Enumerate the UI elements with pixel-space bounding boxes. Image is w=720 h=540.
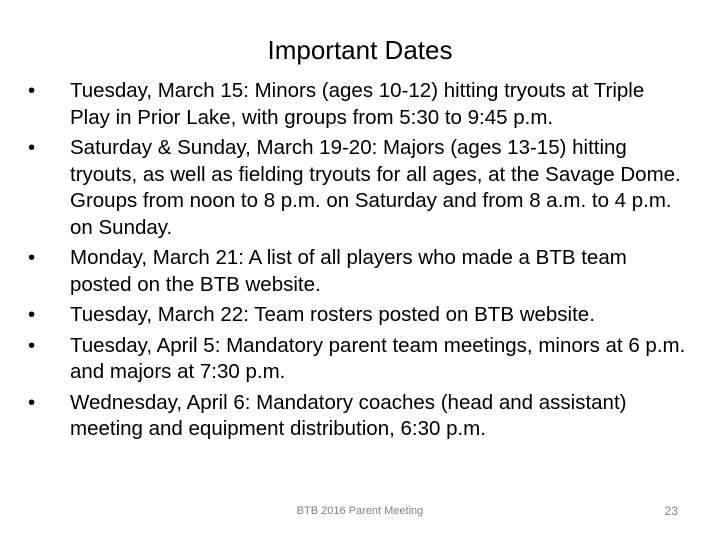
bullet-icon: •: [28, 79, 36, 102]
bullet-list: [28, 78, 688, 447]
bullet-icon: •: [28, 333, 36, 357]
bullet-text: Wednesday, April 6: Mandatory coaches (head and assistant) meeting and equipment distribution, 6:30 p.m.: [70, 390, 627, 440]
bullet-item: [28, 390, 688, 443]
bullet-text: Monday, March 21: A list of all players who made a BTB team posted on the BTB website.: [70, 246, 627, 296]
bullet-icon: •: [28, 246, 36, 269]
bullet-text: Tuesday, April 5: Mandatory parent team meetings, minors at 6 p.m. and majors at 7:30 p.m.: [70, 333, 686, 383]
bullet-item: [28, 302, 688, 329]
bullet-item: [28, 78, 688, 131]
bullet-icon: •: [28, 303, 36, 326]
bullet-icon: •: [28, 390, 36, 414]
bullet-item: [28, 333, 688, 386]
bullet-text: Tuesday, March 22: Team rosters posted on BTB website.: [70, 303, 595, 326]
bullet-icon: •: [28, 136, 36, 159]
bullet-item: [28, 135, 688, 241]
bullet-item: [28, 245, 688, 298]
page-number: 23: [664, 504, 678, 518]
bullet-text: Tuesday, March 15: Minors (ages 10-12) hitting tryouts at Triple Play in Prior Lake, with groups from 5:30 to 9:45 p.m.: [70, 79, 645, 129]
bullet-text: Saturday & Sunday, March 19-20: Majors (ages 13-15) hitting tryouts, as well as fielding tryouts for all ages, at the Savage Dome. Groups from noon to 8 p.m. on Saturday and from 8 a.m. to 4 p.m. on Sunday.: [70, 136, 681, 239]
slide-footer: BTB 2016 Parent Meeting: [296, 505, 424, 517]
slide-title: Important Dates: [267, 35, 453, 65]
